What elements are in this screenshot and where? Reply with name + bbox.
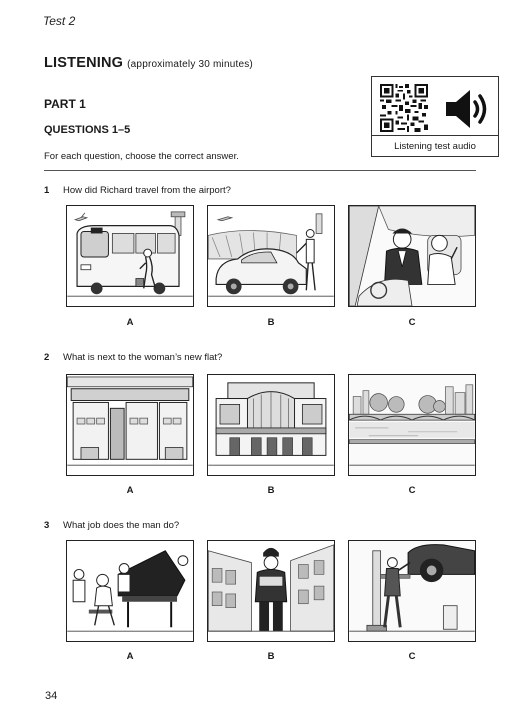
test-label: Test 2 (43, 14, 76, 28)
question-2 (44, 352, 222, 363)
option-2a-picture-shop[interactable] (66, 374, 194, 476)
river-illustration (349, 375, 475, 475)
question-3 (44, 520, 179, 531)
page-number: 34 (45, 690, 58, 702)
police-officer-illustration (208, 541, 334, 641)
option-label-3a: A (126, 651, 134, 662)
car-illustration (208, 206, 334, 306)
question-1 (44, 185, 231, 196)
option-label-2b: B (267, 485, 275, 496)
question-number: 3 (44, 520, 50, 531)
mechanic-illustration (349, 541, 475, 641)
option-3a-picture-musicians[interactable] (66, 540, 194, 642)
section-title (44, 55, 253, 71)
option-label-1c: C (408, 317, 416, 328)
station-illustration (208, 375, 334, 475)
questions-range-label: QUESTIONS 1–5 (44, 124, 131, 136)
option-2c-picture-river[interactable] (348, 374, 476, 476)
option-label-3c: C (408, 651, 416, 662)
shop-illustration (67, 375, 193, 475)
musicians-illustration (67, 541, 193, 641)
question-text: What is next to the woman’s new flat? (63, 352, 223, 363)
part-label: PART 1 (44, 97, 86, 111)
question-text: How did Richard travel from the airport? (63, 185, 231, 196)
audio-caption: Listening test audio (372, 135, 498, 152)
speaker-icon[interactable] (442, 87, 490, 131)
option-1b-picture-car[interactable] (207, 205, 335, 307)
option-3c-picture-mechanic[interactable] (348, 540, 476, 642)
section-title-text: LISTENING (44, 55, 124, 71)
question-number: 1 (44, 185, 50, 196)
divider (44, 170, 476, 171)
option-label-1b: B (267, 317, 275, 328)
taxi-interior-illustration (349, 206, 475, 306)
option-1c-picture-taxi-interior[interactable] (348, 205, 476, 307)
option-label-3b: B (267, 651, 275, 662)
question-number: 2 (44, 352, 50, 363)
option-label-2c: C (408, 485, 416, 496)
question-text: What job does the man do? (63, 520, 180, 531)
option-3b-picture-police-officer[interactable] (207, 540, 335, 642)
option-1a-picture-bus[interactable] (66, 205, 194, 307)
option-2b-picture-station[interactable] (207, 374, 335, 476)
section-duration: (approximately 30 minutes) (127, 59, 253, 70)
instructions: For each question, choose the correct answer. (44, 151, 239, 162)
audio-box[interactable] (371, 76, 499, 157)
bus-illustration (67, 206, 193, 306)
option-label-1a: A (126, 317, 134, 328)
qr-code-icon[interactable] (380, 84, 428, 132)
option-label-2a: A (126, 485, 134, 496)
